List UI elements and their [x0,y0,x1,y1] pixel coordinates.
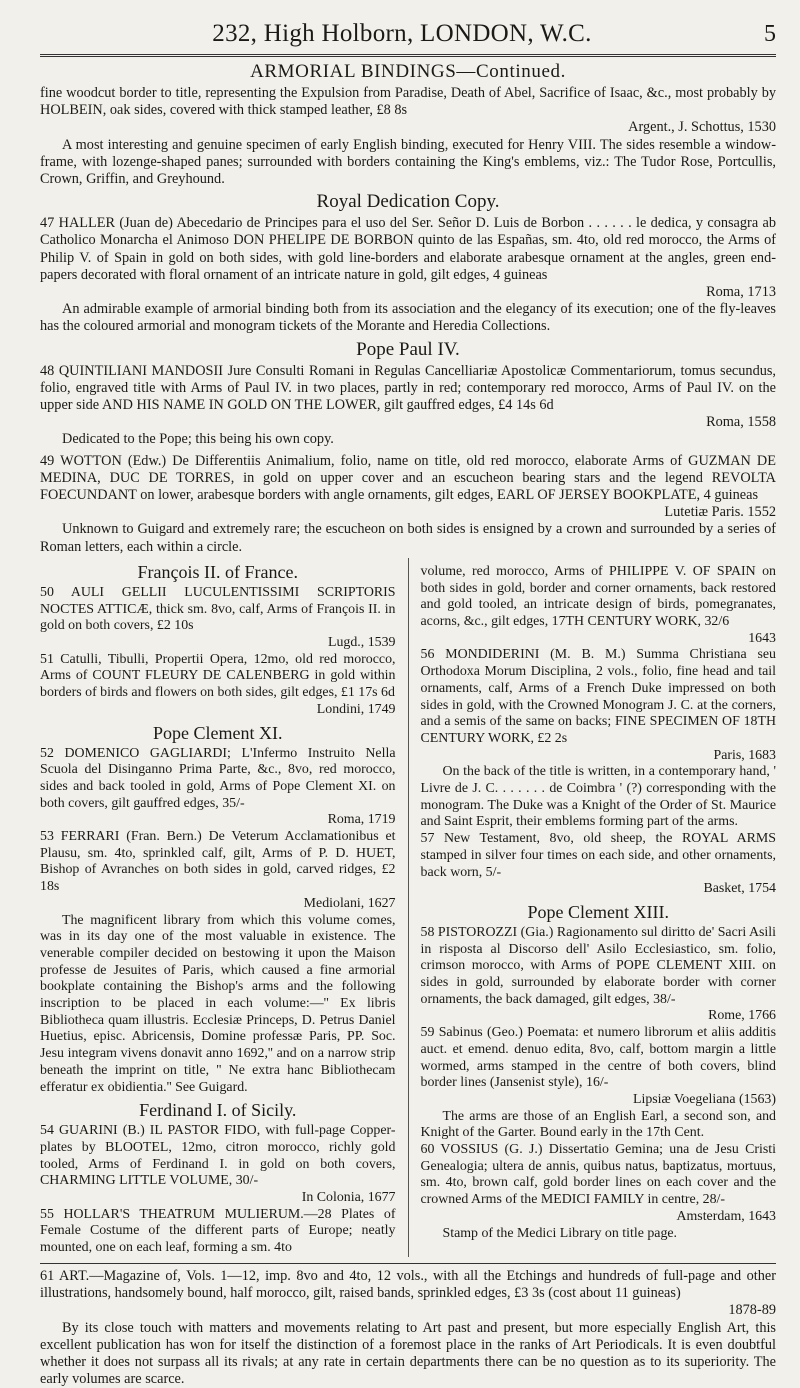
entry-48 [40,363,776,449]
intro-imprint: Argent., J. Schottus, 1530 [40,119,776,136]
page-number: 5 [764,21,776,48]
entry-61-text: 61 ART.—Magazine of, Vols. 1—12, imp. 8vo and 4to, 12 vols., with all the Etchings and hundreds of full-page and other illustrations, handsomely bound, half morocco, gilt, raised bands, sprinkled edges, £3 3s (cost about 11 guineas) [40,1268,776,1302]
pope-clement-xiii-heading: Pope Clement XIII. [421,902,777,923]
entry-51-imprint: Londini, 1749 [40,702,396,719]
entry-54-text: 54 GUARINI (B.) IL PASTOR FIDO, with full-page Copper-plates by BLOOTEL, 12mo, citron morocco, richly gold tooled, Arms of Ferdinand I. in gold on both covers, CHARMING LITTLE VOLUME, 30/- [40,1123,396,1190]
left-column [40,558,396,1257]
entry-61-imprint: 1878-89 [40,1302,776,1319]
pope-paul-heading: Pope Paul IV. [40,339,776,361]
entry-53-imprint: Mediolani, 1627 [40,896,396,913]
entry-58-imprint: Rome, 1766 [421,1008,777,1025]
entry-47-note: An admirable example of armorial binding both from its association and the elegancy of its execution; one of the fly-leaves has the coloured armorial and monogram tickets of the Morante and Heredia Collections. [40,301,776,335]
entry-59-imprint: Lipsiæ Voegeliana (1563) [421,1092,777,1109]
header-address: 232, High Holborn, LONDON, W.C. [40,20,764,48]
entry-50-text: 50 AULI GELLII LUCULENTISSIMI SCRIPTORIS NOCTES ATTICÆ, thick sm. 8vo, calf, Arms of François II. in gold on both covers, £2 10s [40,585,396,635]
entry-57-imprint: Basket, 1754 [421,881,777,898]
entry-49 [40,453,776,556]
entry-48-note: Dedicated to the Pope; this being his own copy. [40,431,776,448]
entry-49-text: 49 WOTTON (Edw.) De Differentiis Animalium, folio, name on title, old red morocco, elaborate Arms of GUZMAN DE MEDINA, DUC DE TORRES, in gold on upper cover and an escucheon bearing stars and the legend REVOLTA FOECUNDANT on lower, arabesque borders with angle ornaments, gilt edges, EARL OF JERSEY BOOKPLATE, 4 guineas [40,453,776,505]
entry-61 [40,1268,776,1388]
entry-60-note: Stamp of the Medici Library on title page. [421,1226,777,1243]
intro-description: A most interesting and genuine specimen of early English binding, executed for Henry VIII. The sides resemble a window-frame, with lozenge-shaped panes; surrounded with borders containing the King's emblems, viz.: The Tudor Rose, Portcullis, Crown, Griffin, and Greyhound. [40,137,776,189]
page-header [40,0,776,48]
entry-59-note: The arms are those of an English Earl, a second son, and Knight of the Garter. Bound early in the 17th Cent. [421,1109,777,1142]
entry-56-text: 56 MONDIDERINI (M. B. M.) Summa Christiana seu Orthodoxa Morum Disciplina, 2 vols., folio, fine head and tail ornaments, calf, Arms of a French Duke impressed on both sides in gold, with the Crowned Monogram J. C. at the corners, and a semis of the same on backs; FINE SPECIMEN OF 18TH CENTURY WORK, £2 2s [421,647,777,747]
entry-52-imprint: Roma, 1719 [40,812,396,829]
entry-47-imprint: Roma, 1713 [40,284,776,301]
entry-60-imprint: Amsterdam, 1643 [421,1209,777,1226]
entry-49-note: Unknown to Guigard and extremely rare; the escucheon on both sides is ensigned by a crown and surrounded by a series of Roman letters, each within a circle. [40,521,776,555]
entry-48-text: 48 QUINTILIANI MANDOSII Jure Consulti Romani in Regulas Cancelliariæ Apostolicæ Commentariorum, tomus secundus, folio, engraved title with Arms of Paul IV. in two places, partly in red; contemporary red morocco, Arms of Paul IV. on the upper side AND HIS NAME IN GOLD ON THE LOWER, gilt gauffred edges, £4 14s 6d [40,363,776,415]
entry-61-note: By its close touch with matters and movements relating to Art past and present, but more especially English Art, this excellent publication has won for itself the distinction of a foremost place in the ranks of Art Periodicals. It is even doubtful whether it does not surpass all its rivals; at any rate in certain departments there can be no question as to its superiority. The early volumes are scarce. [40,1320,776,1388]
entry-47-text: 47 HALLER (Juan de) Abecedario de Principes para el uso del Ser. Señor D. Luis de Borbon . . . . . . le dedica, y consagra ab Catholico Monarcha el Animoso DON PHELIPE DE BORBON quinto de las Españas, sm. 4to, old red morocco, the Arms of Philip V. of Spain in gold on both sides, with gold line-borders and elaborate arabesque ornament at the angles, green end-papers decorated with floral ornament of an intricate nature in gold, gilt edges, 4 guineas [40,215,776,284]
entry-49-imprint: Lutetiæ Paris. 1552 [40,504,776,521]
column-divider [408,558,409,1257]
entry-50-imprint: Lugd., 1539 [40,635,396,652]
two-column-section [40,558,776,1257]
entry-55-continued: volume, red morocco, Arms of PHILIPPE V. OF SPAIN on both sides in gold, border and corner ornaments, back restored and gold tooled, an intricate design of birds, pomegranates, acorns, &c., gilt edges, 17TH CENTURY WORK, 32/6 [421,564,777,631]
entry-57-text: 57 New Testament, 8vo, old sheep, the ROYAL ARMS stamped in silver four times on each side, and other ornaments, back worn, 5/- [421,831,777,881]
francois-heading: François II. of France. [40,562,396,583]
entry-52-text: 52 DOMENICO GAGLIARDI; L'Infermo Instruito Nella Scuola del Disinganno Prima Parte, &c., 8vo, red morocco, sides and back tooled in gold, Arms of Pope Clement XI. on both covers, gilt gauffred edges, 35/- [40,746,396,813]
entry-58-text: 58 PISTOROZZI (Gia.) Ragionamento sul diritto de' Sacri Asili in risposta al Discorso dell' Asilo Ecclesiastico, sm. folio, crimson morocco, with Arms of POPE CLEMENT XIII. on sides in gold, surrounded by elaborate border with corner ornaments, the back damaged, gilt edges, 38/- [421,925,777,1009]
entry-54-imprint: In Colonia, 1677 [40,1190,396,1207]
entry-47 [40,215,776,335]
entry-59-text: 59 Sabinus (Geo.) Poemata: et numero librorum et aliis additis auct. et emend. denuo edita, 8vo, calf, bottom margin a little wormed, arms stamped in the centre of both covers, blind border lines (Jansenist style), 16/- [421,1025,777,1092]
intro-entry [40,85,776,188]
entry-55-imprint: 1643 [421,631,777,648]
ferdinand-heading: Ferdinand I. of Sicily. [40,1100,396,1121]
header-rule [40,54,776,57]
entry-56-imprint: Paris, 1683 [421,748,777,765]
entry-51-text: 51 Catulli, Tibulli, Propertii Opera, 12mo, old red morocco, Arms of COUNT FLEURY DE CALENBERG in gold within borders of birds and flowers on both sides, gilt edges, £1 17s 6d [40,652,396,702]
entry-53-note: The magnificent library from which this volume comes, was in its day one of the most valuable in existence. The venerable compiler decided on bestowing it upon the Maison professe de Jesuites of Paris, which caused a fine armorial bookplate containing the Bishop's arms and the following inscription to be placed in each volume:—'' Ex libris Bibliotheca quam illustris. Ecclesiæ Princeps, D. Petrus Daniel Huetius, episc. Abricensis, Domine professæ Paris, PP. Soc. Jesu integram vivens donavit anno 1692,'' and on a narrow strip beneath the imprint on title, '' Ne extra hanc Bibliothecam efferatur ex obidientia.'' See Guigard. [40,913,396,1097]
entry-55-text: 55 HOLLAR'S THEATRUM MULIERUM.—28 Plates of Female Costume of the different parts of Europe; neatly mounted, one on each leaf, forming a sm. 4to [40,1207,396,1257]
royal-dedication-heading: Royal Dedication Copy. [40,191,776,213]
entry-48-imprint: Roma, 1558 [40,414,776,431]
right-column [421,558,777,1257]
intro-line: fine woodcut border to title, representing the Expulsion from Paradise, Death of Abel, Sacrifice of Isaac, &c., most probably by HOLBEIN, oak sides, covered with thick stamped leather, £8 8s [40,85,776,119]
section-title: ARMORIAL BINDINGS—Continued. [40,61,776,83]
pope-clement-xi-heading: Pope Clement XI. [40,723,396,744]
entry-60-text: 60 VOSSIUS (G. J.) Dissertatio Gemina; una de Jesu Cristi Genealogia; ultera de annis, quibus natus, baptizatus, mortuus, sm. 4to, brown calf, gold border lines on each cover and the crowned Arms of the MEDICI FAMILY in centre, 28/- [421,1142,777,1209]
footer-rule [40,1263,776,1264]
entry-53-text: 53 FERRARI (Fran. Bern.) De Veterum Acclamationibus et Plausu, sm. 4to, sprinkled calf, gilt, Arms of P. D. HUET, Bishop of Avranches on both sides in gold, carved ridges, £2 18s [40,829,396,896]
entry-56-note: On the back of the title is written, in a contemporary hand, ' Livre de J. C. . . . . . . de Coimbra ' (?) corresponding with the monogram. The Duke was a Knight of the Order of St. Maurice and Saint Esprit, their emblems forming part of the arms. [421,764,777,831]
